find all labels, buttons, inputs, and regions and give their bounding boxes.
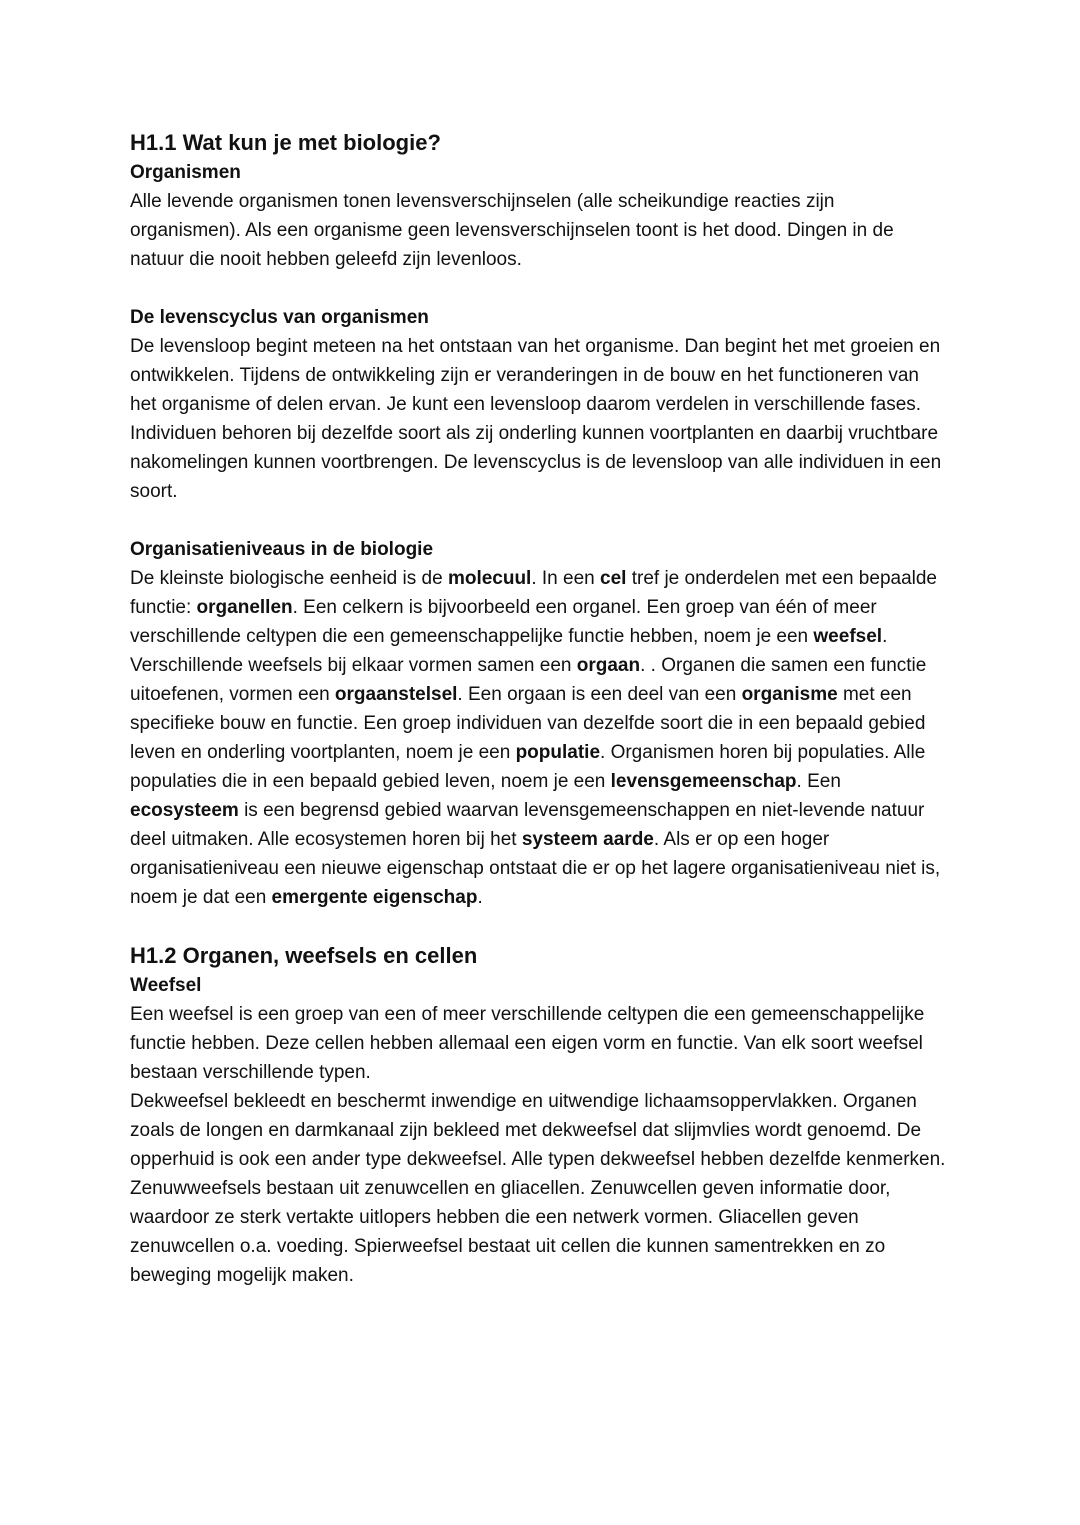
bold-term: orgaanstelsel — [334, 684, 458, 705]
bold-term: cel — [600, 568, 627, 589]
bold-term: Weefsel — [130, 975, 202, 996]
text-run: . In een — [531, 568, 601, 589]
subheading — [130, 535, 950, 564]
text-run: met een specifieke bouw en functie. Een groep individuen van dezelfde soort die in een bepaald gebied leven en onderling voortplanten, noem je een — [130, 684, 926, 763]
text-run: . Een — [796, 771, 841, 792]
text-run: . Een celkern is bijvoorbeeld een organel. Een groep van één of meer verschillende celtypen die een gemeenschappelijke functie hebben, noem je een — [130, 597, 877, 647]
paragraph — [130, 419, 950, 506]
text-run: Dekweefsel bekleedt en beschermt inwendige en uitwendige lichaamsoppervlakken. Organen zoals de longen en darmkanaal zijn bekleed met dekweefsel dat slijmvlies wordt genoemd. De opperhuid is ook een ander type dekweefsel. Alle typen dekweefsel hebben dezelfde kenmerken. Zenuwweefsels bestaan uit zenuwcellen en gliacellen. Zenuwcellen geven informatie door, waardoor ze sterk vertakte uitlopers hebben die een netwerk vormen. Gliacellen geven zenuwcellen o.a. voeding. Spierweefsel bestaat uit cellen die kunnen samentrekken en zo beweging mogelijk maken. — [130, 1091, 946, 1286]
bold-term: organellen — [196, 597, 293, 618]
document-body — [130, 128, 950, 1290]
text-run: . . Organen die samen een functie uitoefenen, vormen een — [130, 655, 927, 705]
bold-term: ecosysteem — [130, 800, 239, 821]
text-run: Een weefsel is een groep van een of meer verschillende celtypen die een gemeenschappelijke functie hebben. Deze cellen hebben allemaal een eigen vorm en functie. Van elk soort weefsel bestaan verschillende typen. — [130, 1004, 925, 1083]
blank-line — [130, 912, 950, 941]
section-heading — [130, 941, 950, 971]
bold-term: Organismen — [130, 162, 241, 183]
text-run: . — [477, 887, 483, 908]
paragraph — [130, 332, 950, 419]
bold-term: Organisatieniveaus in de biologie — [130, 539, 434, 560]
text-run: De levensloop begint meteen na het ontstaan van het organisme. Dan begint het met groeien en ontwikkelen. Tijdens de ontwikkeling zijn er veranderingen in de bouw en het functioneren van het organisme of delen ervan. Je kunt een levensloop daarom verdelen in verschillende fases. — [130, 336, 941, 415]
bold-term: emergente eigenschap — [271, 887, 478, 908]
subheading — [130, 971, 950, 1000]
text-run: . Verschillende weefsels bij elkaar vormen samen een — [130, 626, 888, 676]
paragraph — [130, 187, 950, 274]
blank-line — [130, 506, 950, 535]
bold-term: orgaan — [576, 655, 641, 676]
text-run: tref je onderdelen met een bepaalde functie: — [130, 568, 937, 618]
bold-term: systeem aarde — [521, 829, 654, 850]
bold-term: H1.2 Organen, weefsels en cellen — [130, 943, 478, 968]
text-run: . Een orgaan is een deel van een — [457, 684, 742, 705]
text-run: De kleinste biologische eenheid is de — [130, 568, 448, 589]
paragraph — [130, 564, 950, 912]
bold-term: populatie — [515, 742, 601, 763]
paragraph — [130, 1087, 950, 1290]
text-run: Individuen behoren bij dezelfde soort als zij onderling kunnen voortplanten en daarbij vruchtbare nakomelingen kunnen voortbrengen. De levenscyclus is de levensloop van alle individuen in een soort. — [130, 423, 942, 502]
bold-term: weefsel — [813, 626, 883, 647]
section-heading — [130, 128, 950, 158]
bold-term: H1.1 Wat kun je met biologie? — [130, 130, 441, 155]
text-run: is een begrensd gebied waarvan levensgemeenschappen en niet-levende natuur deel uitmaken. Alle ecosystemen horen bij het — [130, 800, 925, 850]
bold-term: molecuul — [447, 568, 532, 589]
bold-term: De levenscyclus van organismen — [130, 307, 429, 328]
text-run: . Organismen horen bij populaties. Alle populaties die in een bepaald gebied leven, noem je een — [130, 742, 926, 792]
subheading — [130, 158, 950, 187]
paragraph — [130, 1000, 950, 1087]
blank-line — [130, 274, 950, 303]
text-run: . Als er op een hoger organisatieniveau een nieuwe eigenschap ontstaat die er op het lagere organisatieniveau niet is, noem je dat een — [130, 829, 941, 908]
text-run: Alle levende organismen tonen levensverschijnselen (alle scheikundige reacties zijn organismen). Als een organisme geen levensverschijnselen toont is het dood. Dingen in de natuur die nooit hebben geleefd zijn levenloos. — [130, 191, 894, 270]
bold-term: organisme — [741, 684, 838, 705]
bold-term: levensgemeenschap — [610, 771, 797, 792]
subheading — [130, 303, 950, 332]
